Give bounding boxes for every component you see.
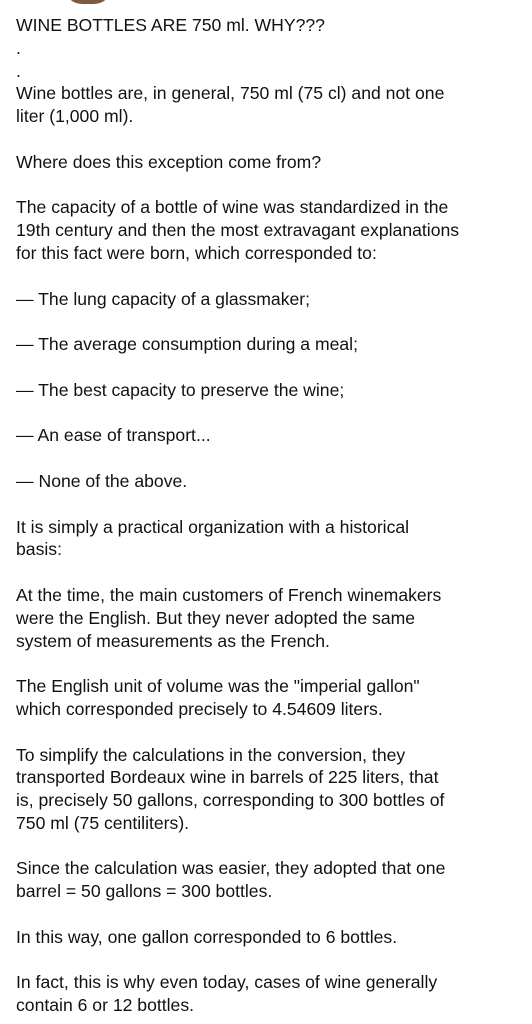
post-line: 750 ml (75 centiliters). [16,812,190,833]
list-item: — An ease of transport... [16,425,211,446]
post-line: basis: [16,539,62,560]
post-line: contain 6 or 12 bottles. [16,995,195,1016]
list-item: — None of the above. [16,470,188,491]
post-dot: . [16,37,21,58]
post-line: In fact, this is why even today, cases of wine generally [16,972,438,993]
post-line: system of measurements as the French. [16,630,330,651]
post-title: WINE BOTTLES ARE 750 ml. WHY??? [16,15,325,35]
post-line: At the time, the main customers of French winemakers [16,584,442,605]
post-line: In this way, one gallon corresponded to 6 bottles. [16,926,398,947]
post-line: barrel = 50 gallons = 300 bottles. [16,881,273,902]
list-item: — The best capacity to preserve the wine; [16,379,345,400]
post-line: is, precisely 50 gallons, corresponding to 300 bottles of [16,790,445,811]
post-line: were the English. But they never adopted the same [16,607,416,628]
post-line: The capacity of a bottle of wine was standardized in the [16,197,449,218]
post-line: It is simply a practical organization with a historical [16,516,410,537]
post-line: Wine bottles are, in general, 750 ml (75 cl) and not one [16,83,445,104]
avatar[interactable] [64,0,112,4]
post-line: transported Bordeaux wine in barrels of 225 liters, that [16,767,439,788]
post-body [16,14,520,1017]
post-line: for this fact were born, which corresponded to: [16,242,377,263]
post-dot: . [16,60,21,81]
post-line: To simplify the calculations in the conversion, they [16,744,406,765]
list-item: — The average consumption during a meal; [16,334,358,355]
post-line: 19th century and then the most extravagant explanations [16,220,460,241]
post-line: The English unit of volume was the "imperial gallon" [16,676,420,697]
post-line: Where does this exception come from? [16,151,322,172]
list-item: — The lung capacity of a glassmaker; [16,288,311,309]
post-line: liter (1,000 ml). [16,106,134,127]
post-line: Since the calculation was easier, they adopted that one [16,858,446,879]
post-line: which corresponded precisely to 4.54609 liters. [16,698,383,719]
